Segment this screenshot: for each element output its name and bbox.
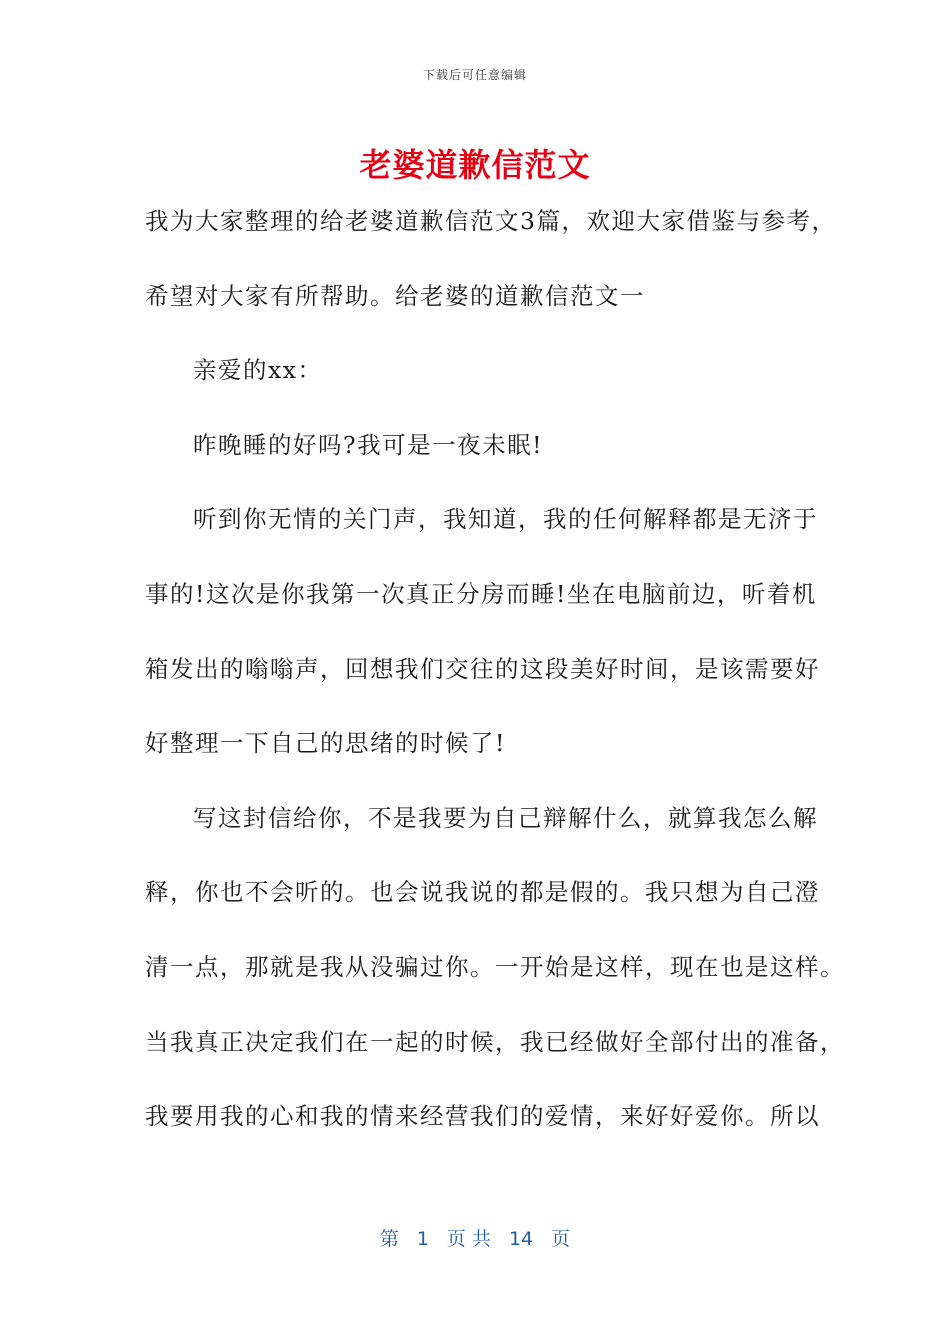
body-line: 当我真正决定我们在一起的时候，我已经做好全部付出的准备，: [145, 1027, 845, 1056]
document-body: [145, 198, 845, 1168]
body-line: 箱发出的嗡嗡声，回想我们交往的这段美好时间，是该需要好: [145, 654, 820, 683]
page-footer: [0, 1224, 950, 1251]
body-line: 我为大家整理的给老婆道歉信范文3篇，欢迎大家借鉴与参考，: [145, 207, 837, 235]
body-line: 事的!这次是你我第一次真正分房而睡!坐在电脑前边，听着机: [145, 579, 817, 608]
body-line: 希望对大家有所帮助。给老婆的道歉信范文一: [145, 281, 645, 310]
footer-page-number: 1: [416, 1228, 429, 1250]
header-note: 下载后可任意编辑: [422, 68, 527, 82]
body-line: 好整理一下自己的思绪的时候了!: [145, 729, 506, 758]
footer-total-pages: 14: [508, 1228, 534, 1250]
body-line: 我要用我的心和我的情来经营我们的爱情，来好好爱你。所以: [145, 1102, 820, 1131]
footer-suffix: 页: [551, 1228, 571, 1250]
footer-middle: 页 共: [446, 1228, 491, 1250]
document-title: 老婆道歉信范文: [359, 146, 591, 184]
body-line: 听到你无情的关门声，我知道，我的任何解释都是无济于: [193, 505, 818, 534]
body-line: 写这封信给你，不是我要为自己辩解什么，就算我怎么解: [193, 803, 818, 832]
body-line: 清一点，那就是我从没骗过你。一开始是这样，现在也是这样。: [145, 952, 845, 981]
footer-prefix: 第: [379, 1228, 399, 1250]
salutation-line: 亲爱的xx：: [193, 356, 323, 385]
body-line: 昨晚睡的好吗?我可是一夜未眠!: [193, 430, 544, 459]
body-line: 释，你也不会听的。也会说我说的都是假的。我只想为自己澄: [145, 878, 820, 907]
